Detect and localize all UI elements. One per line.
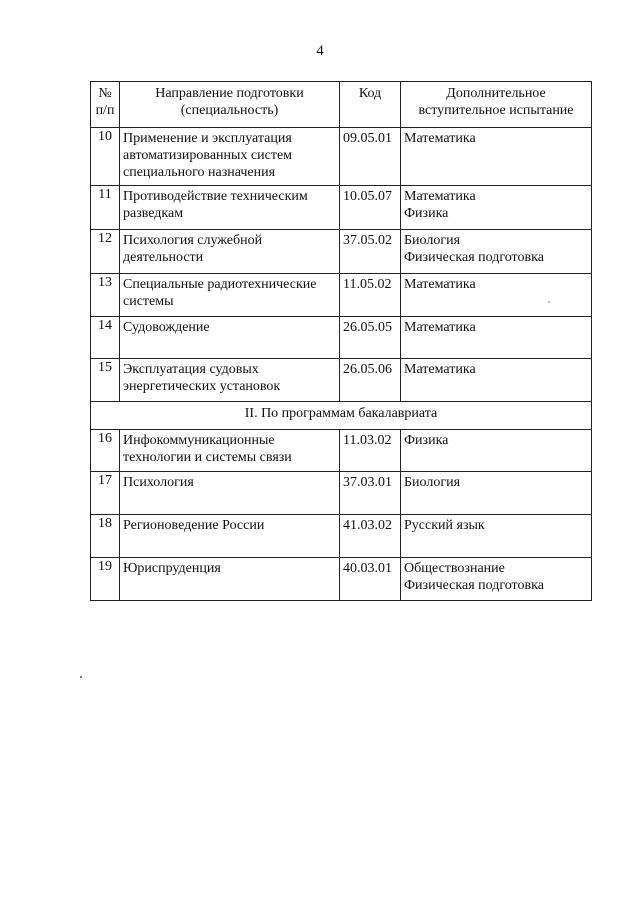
- row-number: 12: [91, 230, 120, 274]
- exam-cell: [401, 186, 592, 230]
- table-row: [91, 430, 592, 472]
- row-number: 13: [91, 274, 120, 317]
- exam-cell: [401, 317, 592, 359]
- direction-line: деятельности: [123, 250, 204, 265]
- header-code-line: Код: [358, 86, 382, 101]
- table-row: [91, 230, 592, 274]
- code-cell: 41.03.02: [340, 515, 401, 558]
- code-cell: 11.03.02: [340, 430, 401, 472]
- header-direction-line: Направление подготовки: [155, 86, 304, 101]
- exam-line: Математика: [404, 362, 476, 377]
- code-cell: 09.05.01: [340, 128, 401, 186]
- direction-line: Юриспруденция: [123, 561, 221, 576]
- direction-line: автоматизированных систем: [123, 148, 293, 163]
- exam-line: Физика: [404, 206, 449, 221]
- row-number: 10: [91, 128, 120, 186]
- exam-cell: [401, 128, 592, 186]
- exam-cell: [401, 359, 592, 402]
- header-exam: [401, 82, 592, 128]
- direction-cell: [120, 186, 340, 230]
- direction-line: разведкам: [123, 206, 184, 221]
- direction-cell: [120, 274, 340, 317]
- table-row: [91, 558, 592, 601]
- exam-cell: [401, 472, 592, 515]
- row-number: 15: [91, 359, 120, 402]
- table-row: [91, 317, 592, 359]
- direction-line: Регионоведение России: [123, 518, 265, 533]
- table-header-row: [91, 82, 592, 128]
- direction-cell: [120, 558, 340, 601]
- direction-line: Психология служебной: [123, 233, 263, 248]
- table-row: [91, 128, 592, 186]
- table-section: [91, 402, 592, 430]
- exam-line: Физическая подготовка: [404, 578, 544, 593]
- code-cell: 10.05.07: [340, 186, 401, 230]
- page-number: 4: [316, 43, 324, 59]
- row-number: 17: [91, 472, 120, 515]
- row-number: 14: [91, 317, 120, 359]
- exam-line: Математика: [404, 189, 476, 204]
- exam-line: Обществознание: [404, 561, 505, 576]
- table-row: [91, 515, 592, 558]
- direction-cell: [120, 359, 340, 402]
- exam-line: Биология: [404, 475, 461, 490]
- exam-cell: [401, 230, 592, 274]
- code-cell: 11.05.02: [340, 274, 401, 317]
- exam-cell: [401, 515, 592, 558]
- direction-cell: [120, 430, 340, 472]
- row-number: 11: [91, 186, 120, 230]
- code-cell: 40.03.01: [340, 558, 401, 601]
- direction-line: Судовождение: [123, 320, 210, 335]
- header-code: [340, 82, 401, 128]
- direction-line: технологии и системы связи: [123, 450, 292, 465]
- header-num-line: №: [98, 86, 112, 101]
- exam-line: Русский язык: [404, 518, 485, 533]
- exam-line: Математика: [404, 320, 476, 335]
- section-title: II. По программам бакалавриата: [91, 402, 592, 430]
- exam-cell: [401, 274, 592, 317]
- exam-line: Физика: [404, 433, 449, 448]
- direction-line: Психология: [123, 475, 194, 490]
- direction-cell: [120, 515, 340, 558]
- direction-cell: [120, 472, 340, 515]
- row-number: 19: [91, 558, 120, 601]
- code-cell: 26.05.06: [340, 359, 401, 402]
- direction-line: Противодействие техническим: [123, 189, 308, 204]
- table-body-b: [91, 430, 592, 601]
- header-exam-line: вступительное испытание: [418, 103, 574, 118]
- table-row: [91, 274, 592, 317]
- exam-cell: [401, 430, 592, 472]
- table-row: [91, 472, 592, 515]
- direction-cell: [120, 230, 340, 274]
- header-direction: [120, 82, 340, 128]
- exam-line: Математика: [404, 277, 476, 292]
- table-row: [91, 359, 592, 402]
- code-cell: 37.05.02: [340, 230, 401, 274]
- code-cell: 37.03.01: [340, 472, 401, 515]
- exam-cell: [401, 558, 592, 601]
- row-number: 18: [91, 515, 120, 558]
- code-cell: 26.05.05: [340, 317, 401, 359]
- direction-line: Инфокоммуникационные: [123, 433, 275, 448]
- header-direction-line: (специальность): [180, 103, 279, 118]
- header-num: [91, 82, 120, 128]
- direction-line: Применение и эксплуатация: [123, 131, 292, 146]
- direction-line: Эксплуатация судовых: [123, 362, 259, 377]
- scan-speck: [80, 676, 82, 678]
- direction-cell: [120, 128, 340, 186]
- direction-line: специального назначения: [123, 165, 276, 180]
- header-num-line: п/п: [95, 103, 115, 118]
- exam-line: Физическая подготовка: [404, 250, 544, 265]
- exam-line: Биология: [404, 233, 461, 248]
- table-row: [91, 186, 592, 230]
- table-body-a: [91, 128, 592, 402]
- direction-line: энергетических установок: [123, 379, 281, 394]
- row-number: 16: [91, 430, 120, 472]
- section-row: [91, 402, 592, 430]
- direction-line: Специальные радиотехнические: [123, 277, 317, 292]
- direction-cell: [120, 317, 340, 359]
- header-exam-line: Дополнительное: [446, 86, 546, 101]
- admission-table: [90, 81, 592, 601]
- exam-line: Математика: [404, 131, 476, 146]
- scan-speck: [548, 301, 550, 303]
- direction-line: системы: [123, 294, 174, 309]
